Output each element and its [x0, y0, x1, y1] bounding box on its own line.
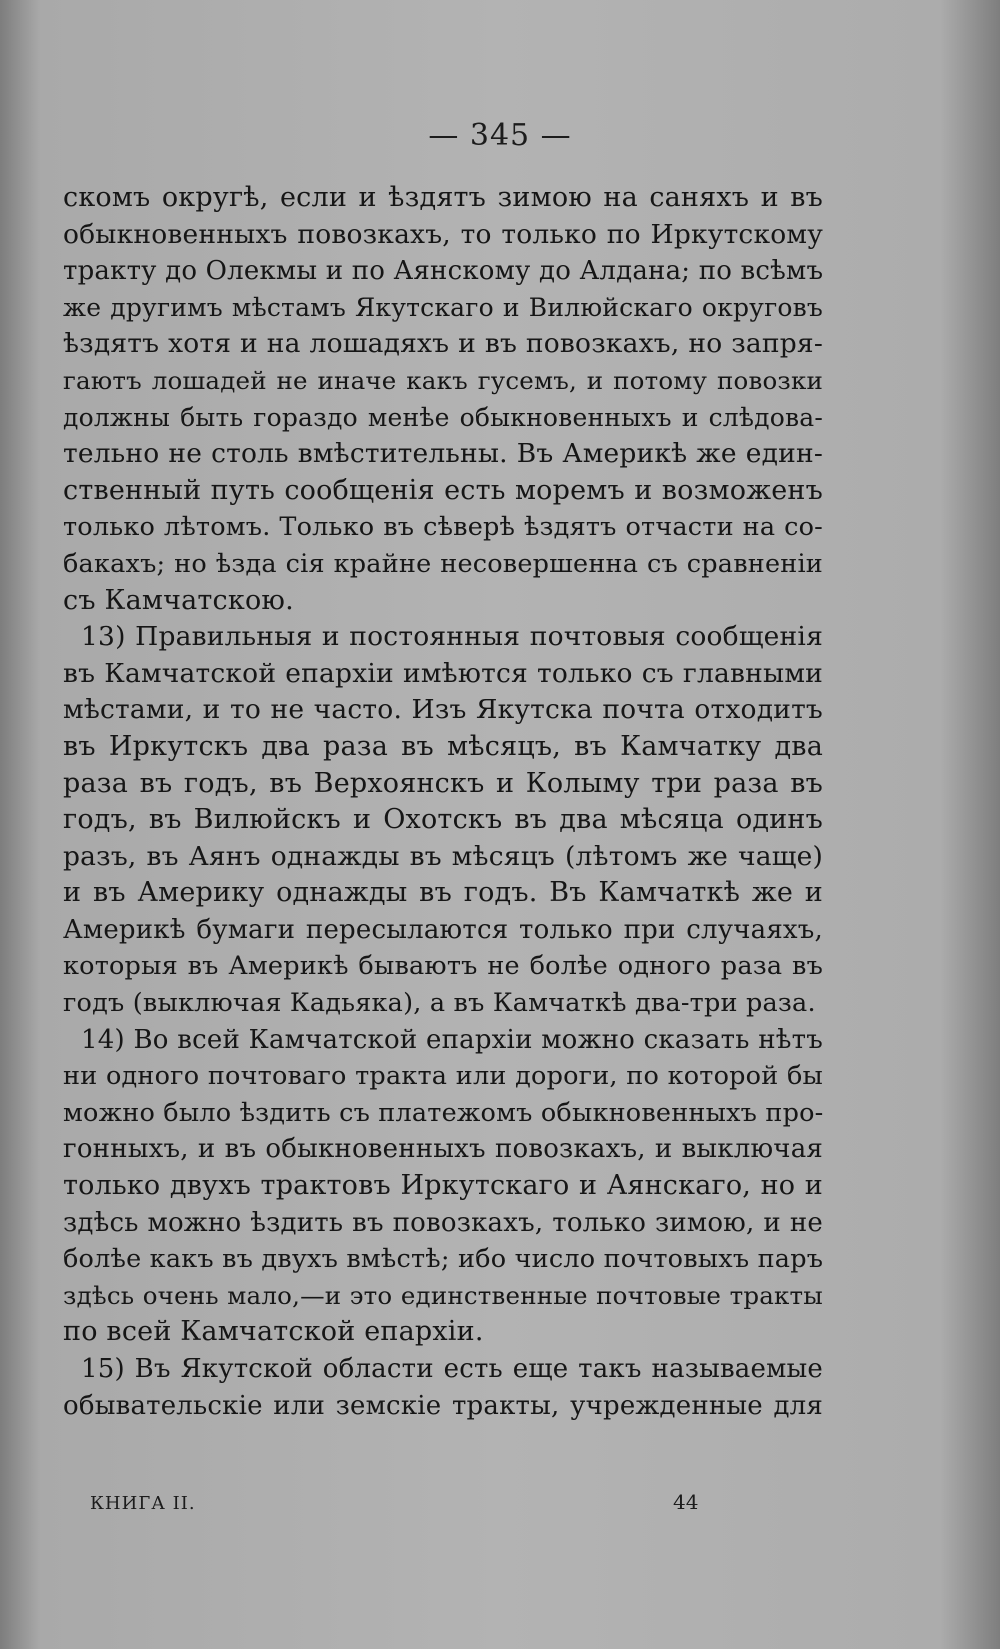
text-line: которыя въ Америкѣ бываютъ не болѣе одного раза въ	[63, 951, 823, 982]
text-line: въ Камчатской епархіи имѣются только съ главными	[63, 657, 823, 689]
text-line: обыкновенныхъ повозкахъ, то только по Иркутскому	[63, 218, 823, 250]
text-line: по всей Камчатской епархіи.	[63, 1316, 484, 1348]
text-line: годъ (выключая Кадьяка), а въ Камчаткѣ два-три раза.	[63, 988, 816, 1019]
text-line: Америкѣ бумаги пересылаются только при случаяхъ,	[63, 914, 823, 945]
text-line: здѣсь можно ѣздить въ повозкахъ, только зимою, и не	[63, 1207, 823, 1238]
text-line: ни одного почтоваго тракта или дороги, по которой бы	[63, 1061, 823, 1092]
body-text	[63, 180, 823, 1424]
page-number: — 345 —	[428, 118, 572, 153]
text-line: годъ, въ Вилюйскъ и Охотскъ въ два мѣсяца одинъ	[63, 804, 823, 836]
text-line: же другимъ мѣстамъ Якутскаго и Вилюйскаго округовъ	[63, 292, 823, 322]
text-line: только лѣтомъ. Только въ сѣверѣ ѣздятъ отчасти на со-	[63, 512, 823, 543]
sheet-number: 44	[673, 1490, 699, 1514]
text-line: раза въ годъ, въ Верхоянскъ и Колыму три раза въ	[63, 767, 823, 799]
text-line: болѣе какъ въ двухъ вмѣстѣ; ибо число почтовыхъ паръ	[63, 1244, 824, 1275]
text-line: гаютъ лошадей не иначе какъ гусемъ, и потому повозки	[63, 365, 823, 395]
text-line: тракту до Олекмы и по Аянскому до Алдана; по всѣмъ	[63, 256, 824, 287]
text-line: бакахъ; но ѣзда сія крайне несовершенна съ сравненіи	[63, 548, 823, 579]
text-line: мѣстами, и то не часто. Изъ Якутска почта отходитъ	[63, 694, 823, 726]
text-line: разъ, въ Аянъ однажды въ мѣсяцъ (лѣтомъ же чаще)	[63, 840, 823, 872]
text-line: съ Камчатскою.	[63, 584, 294, 616]
text-line: 15) Въ Якутской области есть еще такъ называемые	[81, 1354, 823, 1384]
text-line: можно было ѣздить съ платежомъ обыкновенныхъ про-	[63, 1097, 824, 1128]
text-line: 13) Правильныя и постоянныя почтовыя сообщенія	[81, 621, 823, 653]
text-line: въ Иркутскъ два раза въ мѣсяцъ, въ Камчатку два	[63, 730, 823, 762]
text-line: ѣздятъ хотя и на лошадяхъ и въ повозкахъ, но запря-	[63, 328, 823, 360]
text-line: только двухъ трактовъ Иркутскаго и Аянскаго, но и	[63, 1170, 823, 1202]
text-line: гонныхъ, и въ обыкновенныхъ повозкахъ, и выключая	[63, 1134, 823, 1165]
text-line: тельно не столь вмѣстительны. Въ Америкѣ же един-	[63, 438, 823, 470]
signature-mark: КНИГА II.	[90, 1493, 196, 1514]
text-line: обывательскіе или земскіе тракты, учрежденные для	[63, 1390, 823, 1421]
text-line: должны быть гораздо менѣе обыкновенныхъ и слѣдова-	[63, 402, 823, 432]
text-line: здѣсь очень мало,—и это единственные почтовые тракты	[63, 1280, 823, 1310]
text-line: скомъ округѣ, если и ѣздятъ зимою на саняхъ и въ	[63, 182, 823, 213]
text-line: и въ Америку однажды въ годъ. Въ Камчаткѣ же и	[63, 877, 823, 909]
text-line: 14) Во всей Камчатской епархіи можно сказать нѣтъ	[81, 1024, 823, 1055]
text-line: ственный путь сообщенія есть моремъ и возможенъ	[63, 474, 823, 506]
